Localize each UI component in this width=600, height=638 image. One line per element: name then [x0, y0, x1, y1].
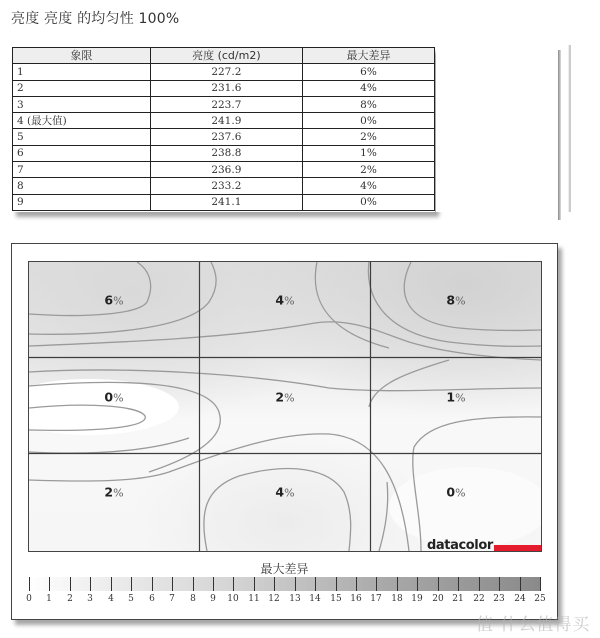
- cell-value: 8: [446, 292, 456, 308]
- cell-max-diff: 4%: [302, 80, 434, 96]
- cell-value: 4: [275, 292, 285, 308]
- legend-tick: [520, 577, 521, 591]
- cell-value: 0: [104, 389, 114, 405]
- legend-tick: [111, 577, 112, 591]
- cell-max-diff: 0%: [302, 113, 434, 129]
- legend-tick: [397, 577, 398, 591]
- legend-tick: [152, 577, 153, 591]
- cell-label-9: [446, 485, 465, 500]
- header-luminance: 亮度 (cd/m2): [150, 48, 302, 64]
- table-row: [13, 96, 435, 112]
- cell-label-8: [275, 485, 294, 500]
- legend-tick: [458, 577, 459, 591]
- cell-unit: %: [455, 391, 466, 405]
- datacolor-logo: [427, 538, 542, 552]
- cell-luminance: 223.7: [150, 96, 302, 112]
- legend-tick-label: 21: [452, 594, 464, 604]
- cell-label-3: [446, 293, 465, 308]
- cell-luminance: 241.1: [150, 194, 302, 210]
- legend-tick-label: 19: [411, 594, 423, 604]
- uniformity-contour-map: [28, 261, 542, 552]
- legend-tick: [479, 577, 480, 591]
- legend-tick: [356, 577, 357, 591]
- legend-tick-label: 0: [26, 594, 32, 604]
- legend-tick: [417, 577, 418, 591]
- cell-label-4: [104, 390, 123, 405]
- legend-ticks: [29, 577, 541, 591]
- legend-tick-label: 20: [432, 594, 444, 604]
- legend-tick-label: 10: [227, 594, 239, 604]
- cell-max-diff: 2%: [302, 162, 434, 178]
- cell-label-2: [275, 293, 294, 308]
- cell-quadrant: 2: [13, 80, 151, 96]
- legend-tick-label: 22: [473, 594, 485, 604]
- table-row: [13, 64, 435, 80]
- legend-tick-label: 18: [391, 594, 403, 604]
- table-row: [13, 194, 435, 210]
- cell-unit: %: [113, 294, 124, 308]
- legend-tick: [499, 577, 500, 591]
- cell-luminance: 237.6: [150, 129, 302, 145]
- table-header-row: [13, 48, 435, 64]
- cell-luminance: 238.8: [150, 145, 302, 161]
- legend-tick: [274, 577, 275, 591]
- legend-tick: [90, 577, 91, 591]
- cell-luminance: 233.2: [150, 178, 302, 194]
- header-quadrant: 象限: [13, 48, 151, 64]
- legend-tick-label: 6: [149, 594, 155, 604]
- cell-value: 2: [104, 484, 114, 500]
- header-max-diff: 最大差异: [302, 48, 434, 64]
- legend-tick: [254, 577, 255, 591]
- cell-unit: %: [113, 486, 124, 500]
- cell-unit: %: [284, 294, 295, 308]
- legend-tick-label: 17: [370, 594, 382, 604]
- cell-quadrant: 4 (最大值): [13, 113, 151, 129]
- legend-tick-label: 8: [190, 594, 196, 604]
- cell-quadrant: 3: [13, 96, 151, 112]
- cell-unit: %: [113, 391, 124, 405]
- site-watermark: 值 什么值得买: [476, 615, 591, 635]
- cell-unit: %: [284, 391, 295, 405]
- legend-tick-label: 7: [169, 594, 175, 604]
- legend-tick: [336, 577, 337, 591]
- cell-max-diff: 2%: [302, 129, 434, 145]
- page-title: 亮度 亮度 的均匀性 100%: [11, 11, 180, 27]
- cell-label-1: [104, 293, 123, 308]
- legend-tick-label: 13: [289, 594, 301, 604]
- cell-luminance: 231.6: [150, 80, 302, 96]
- cell-quadrant: 5: [13, 129, 151, 145]
- cell-quadrant: 8: [13, 178, 151, 194]
- legend-tick: [438, 577, 439, 591]
- uniformity-table: [12, 47, 435, 211]
- cell-value: 4: [275, 484, 285, 500]
- cell-luminance: 236.9: [150, 162, 302, 178]
- cell-quadrant: 1: [13, 64, 151, 80]
- cell-max-diff: 0%: [302, 194, 434, 210]
- legend-tick: [193, 577, 194, 591]
- cell-label-5: [275, 390, 294, 405]
- legend-tick-label: 2: [67, 594, 73, 604]
- table-row: [13, 80, 435, 96]
- cell-value: 2: [275, 389, 285, 405]
- cell-unit: %: [455, 294, 466, 308]
- legend-tick: [29, 577, 30, 591]
- legend-tick-label: 25: [534, 594, 546, 604]
- cell-quadrant: 9: [13, 194, 151, 210]
- uniformity-chart-panel: [11, 243, 558, 620]
- uniformity-table-panel: [12, 47, 435, 212]
- cell-luminance: 227.2: [150, 64, 302, 80]
- legend-tick: [70, 577, 71, 591]
- cell-value: 6: [104, 292, 114, 308]
- cell-unit: %: [284, 486, 295, 500]
- brand-text: datacolor: [427, 538, 493, 552]
- table-row: [13, 162, 435, 178]
- legend-tick: [213, 577, 214, 591]
- cell-luminance: 241.9: [150, 113, 302, 129]
- cell-unit: %: [455, 486, 466, 500]
- legend-tick-label: 1: [46, 594, 52, 604]
- panel-edge-divider: [558, 50, 561, 220]
- legend-tick-label: 11: [248, 594, 260, 604]
- legend-tick-label: 15: [330, 594, 342, 604]
- cell-max-diff: 1%: [302, 145, 434, 161]
- legend-tick: [295, 577, 296, 591]
- table-row: [13, 129, 435, 145]
- brand-red-bar: [494, 545, 542, 552]
- legend-tick: [172, 577, 173, 591]
- cell-value: 0: [446, 484, 456, 500]
- legend-tick-label: 5: [128, 594, 134, 604]
- legend-tick-label: 12: [268, 594, 280, 604]
- cell-label-7: [104, 485, 123, 500]
- legend-tick: [233, 577, 234, 591]
- legend-tick: [376, 577, 377, 591]
- table-row: [13, 145, 435, 161]
- legend-tick-label: 9: [210, 594, 216, 604]
- legend-tick-label: 16: [350, 594, 362, 604]
- cell-quadrant: 7: [13, 162, 151, 178]
- legend-tick: [315, 577, 316, 591]
- legend-tick-label: 4: [108, 594, 114, 604]
- table-row: [13, 113, 435, 129]
- legend-tick: [49, 577, 50, 591]
- cell-max-diff: 6%: [302, 64, 434, 80]
- legend-tick-label: 14: [309, 594, 321, 604]
- cell-value: 1: [446, 389, 456, 405]
- legend-tick-label: 3: [87, 594, 93, 604]
- legend-title: 最大差异: [260, 562, 309, 576]
- legend-tick: [540, 577, 541, 591]
- legend-tick-label: 23: [493, 594, 505, 604]
- cell-label-6: [446, 390, 465, 405]
- legend-tick-label: 24: [514, 594, 526, 604]
- cell-max-diff: 8%: [302, 96, 434, 112]
- cell-max-diff: 4%: [302, 178, 434, 194]
- table-row: [13, 178, 435, 194]
- legend-tick: [131, 577, 132, 591]
- cell-quadrant: 6: [13, 145, 151, 161]
